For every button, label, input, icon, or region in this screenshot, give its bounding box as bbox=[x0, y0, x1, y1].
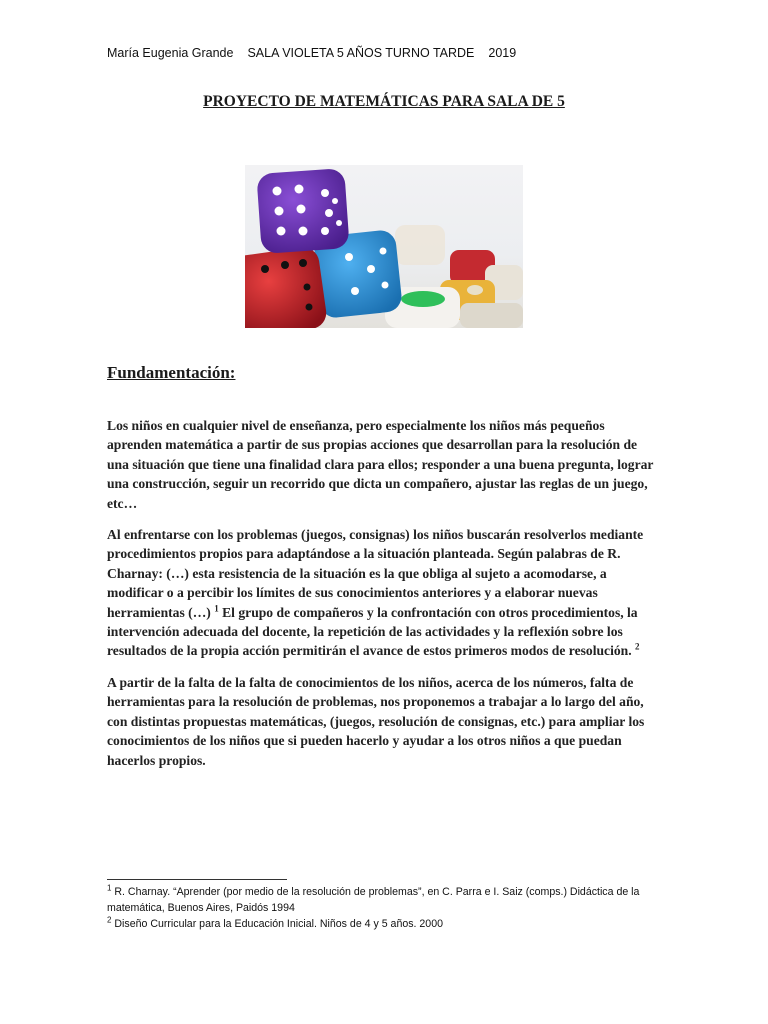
footnote-ref-2[interactable]: 2 bbox=[635, 641, 640, 652]
footnote-1-text: R. Charnay. “Aprender (por medio de la resolución de problemas”, en C. Parra e I. Saiz (comps.) Didáctica de la matemática, Buenos Aires, Paidós 1994 bbox=[107, 886, 640, 914]
footnote-2-text: Diseño Curricular para la Educación Inicial. Niños de 4 y 5 años. 2000 bbox=[111, 918, 443, 930]
body-text bbox=[107, 416, 657, 782]
section-heading: Fundamentación: bbox=[107, 363, 236, 382]
paragraph-2-part1: Al enfrentarse con los problemas (juegos, consignas) los niños buscarán resolverlos mediante procedimientos propios para adaptándose a la situación planteada. Según palabras de R. Charnay: (…) esta resistencia de la situación es la que obliga al sujeto a acomodarse, a modificar o a percibir los límites de sus conocimientos anteriores y a elaborar nuevas herramientas (…) bbox=[107, 527, 644, 620]
footnote-2 bbox=[107, 916, 652, 932]
footnote-1-number: 1 bbox=[107, 883, 112, 893]
footnote-2-number: 2 bbox=[107, 915, 112, 925]
footnotes bbox=[107, 884, 652, 932]
author-name: María Eugenia Grande bbox=[107, 46, 234, 60]
footnote-1 bbox=[107, 884, 652, 916]
footnote-divider bbox=[107, 879, 287, 880]
class-group: SALA VIOLETA 5 AÑOS TURNO TARDE bbox=[247, 46, 475, 60]
paragraph-1: Los niños en cualquier nivel de enseñanza, pero especialmente los niños más pequeños aprenden matemática a partir de sus propias acciones que desarrollan para la resolución de una situación que tiene una finalidad clara para ellos; responder a una buena pregunta, lograr una construcción, seguir un recorrido que dicta un compañero, ajustar las reglas de un juego, etc… bbox=[107, 418, 654, 511]
dice-photo bbox=[245, 165, 523, 328]
paragraph-3: A partir de la falta de la falta de conocimientos de los niños, acerca de los números, falta de herramientas para la resolución de problemas, nos proponemos a trabajar a lo largo del año, con distintas propuestas matemáticas, (juegos, resolución de consignas, etc.) para ampliar los conocimientos de los niños que si pueden hacerlo y ayudar a los otros niños a que puedan hacerlos propios. bbox=[107, 674, 645, 768]
year: 2019 bbox=[488, 46, 517, 60]
paragraph-2-part2: El grupo de compañeros y la confrontación con otros procedimientos, la intervención adecuada del docente, la repetición de las actividades y la reflexión sobre los resultados de la propia acción permitirán el avance de estos primeros modos de resolución. bbox=[107, 604, 638, 659]
paragraph-2 bbox=[107, 525, 657, 661]
document-title: PROYECTO DE MATEMÁTICAS PARA SALA DE 5 bbox=[203, 93, 565, 110]
document-header bbox=[107, 46, 530, 60]
footnote-ref-1[interactable]: 1 bbox=[214, 603, 219, 614]
